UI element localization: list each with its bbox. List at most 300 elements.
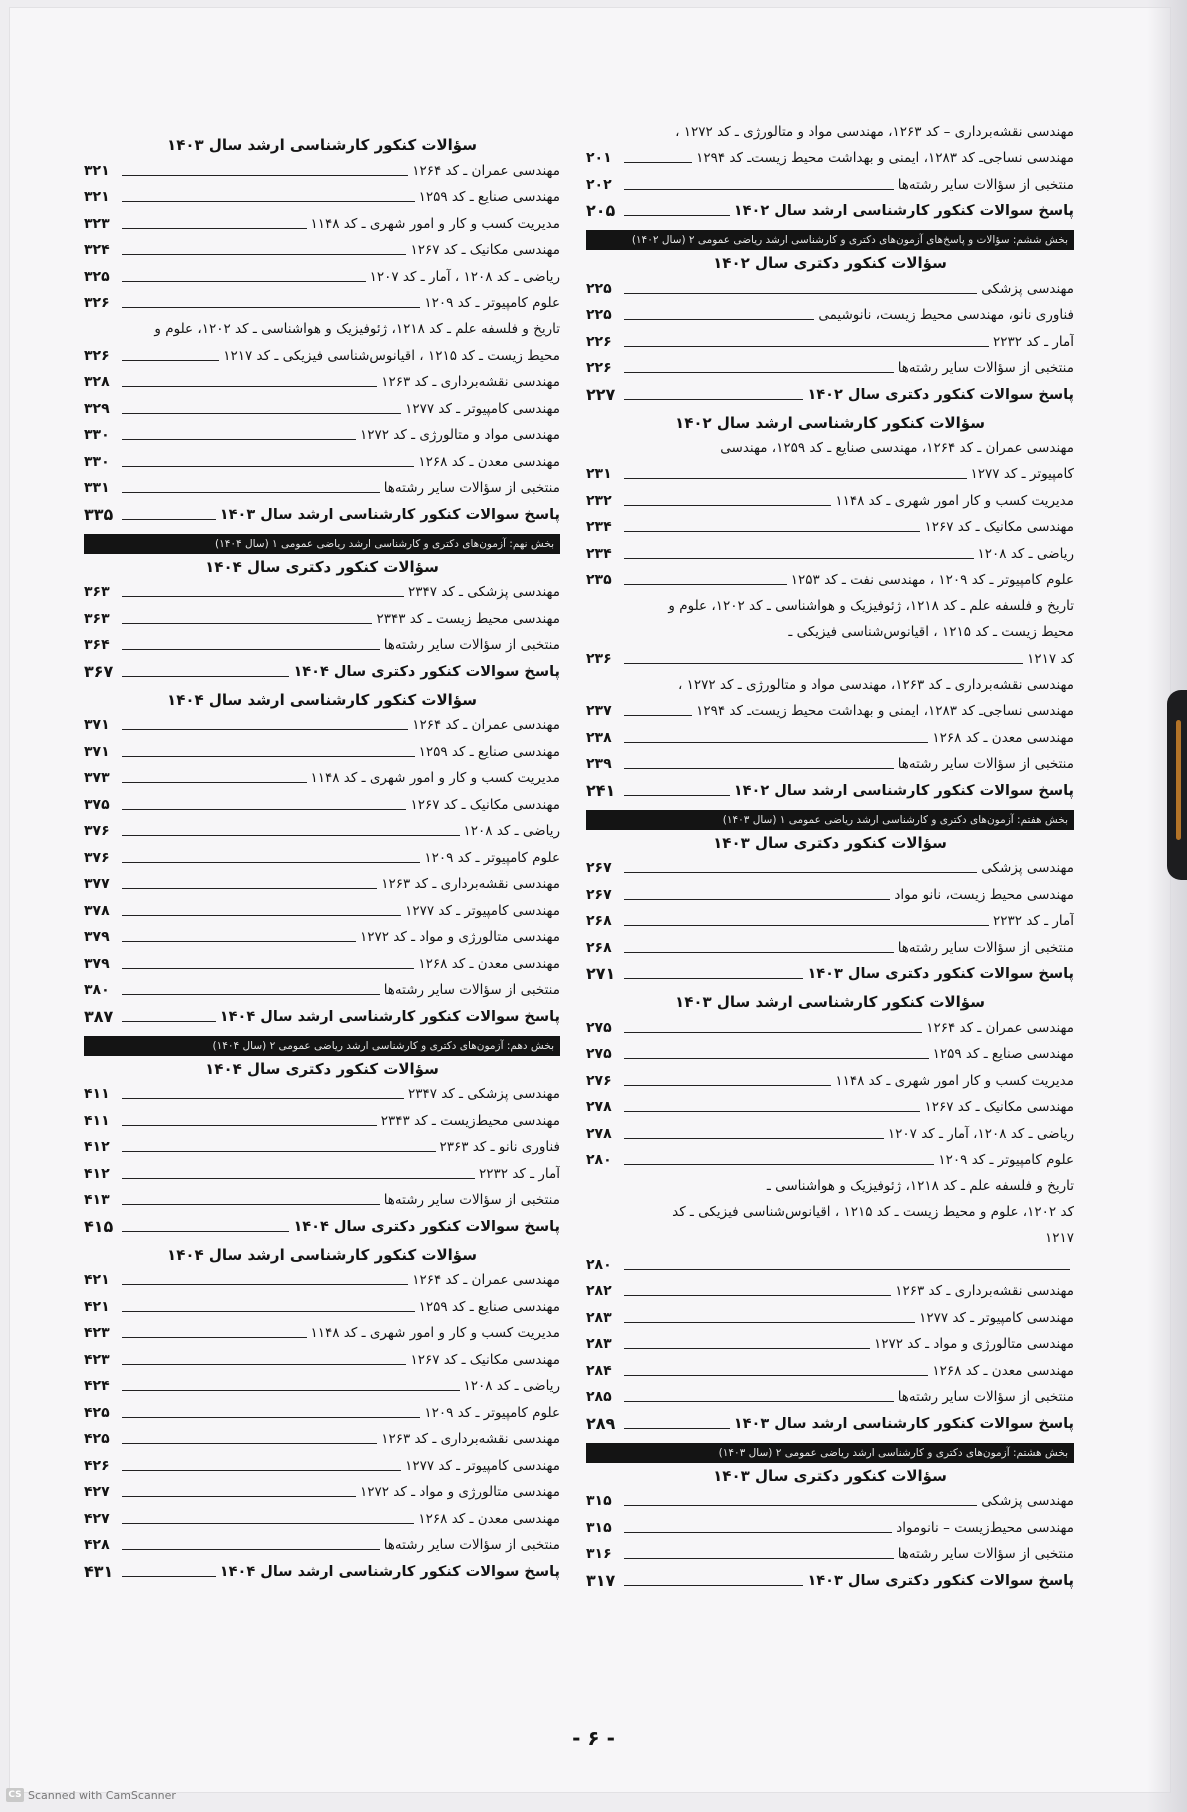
toc-page-number: ۲۷۵ [586,1046,612,1062]
leader-line [624,715,692,716]
toc-page-number: ۲۳۲ [586,492,612,509]
toc-answer-row [586,1410,1074,1437]
toc-entry-label: مدیریت کسب و کار و امور شهری ـ کد ۱۱۴۸ [310,770,560,786]
leader-line [122,307,420,308]
toc-answer-row [586,381,1074,408]
toc-row [84,1346,560,1373]
toc-page-number: ۴۱۲ [84,1139,110,1155]
toc-page-number: ۳۸۰ [84,982,110,998]
leader-line [122,519,216,520]
toc-entry-label: مهندسی معدن ـ کد ۱۲۶۸ [418,453,560,470]
toc-answer-row [84,1558,560,1585]
toc-row [84,342,560,369]
toc-row [586,1041,1074,1068]
toc-row [586,1014,1074,1041]
toc-row [586,487,1074,514]
toc-page-number: ۴۲۷ [84,1510,110,1527]
leader-line [122,1443,377,1444]
toc-page-number: ۳۳۱ [84,480,110,496]
page-binding-shadow [1147,0,1187,1812]
toc-entry-label: پاسخ سوالات کنکور کارشناسی ارشد سال ۱۴۰۲ [733,203,1074,219]
toc-answer-row [586,198,1074,225]
toc-page-number: ۲۶۷ [586,860,612,876]
leader-line [624,1428,730,1429]
leader-line [624,1111,920,1112]
toc-row [84,1479,560,1506]
toc-page-number: ۳۶۳ [84,584,110,600]
toc-entry-label: پاسخ سوالات کنکور کارشناسی ارشد سال ۱۴۰۴ [219,1008,560,1025]
toc-page-number: ۳۲۶ [84,347,110,364]
leader-line [122,835,460,836]
toc-row [586,540,1074,567]
scanner-watermark [6,1788,176,1802]
toc-page-number: ۳۳۵ [84,504,114,524]
leader-line [122,413,401,414]
toc-page-number: ۲۳۴ [586,545,612,562]
toc-entry-line: ۱۲۱۷ [1044,1230,1074,1246]
leader-line [624,1322,915,1323]
toc-page-number: ۴۱۲ [84,1165,110,1182]
toc-entry-label: مهندسی معدن ـ کد ۱۲۶۸ [932,729,1074,746]
leader-line [122,1231,289,1232]
toc-rows [586,461,1074,594]
toc-page-number: ۳۷۳ [84,770,110,786]
toc-intro-rows [586,118,1074,224]
toc-entry-label: مهندسی معدن ـ کد ۱۲۶۸ [418,1510,560,1527]
leader-line [624,795,730,796]
toc-entry-line: کد ۱۲۰۲، علوم و محیط زیست ـ کد ۱۲۱۵ ، اقیانوس‌شناسی فیزیکی ـ کد [672,1204,1074,1220]
toc-entry-label: مهندسی نقشه‌برداری – کد ۱۲۶۳، مهندسی مواد و متالورژی ـ کد ۱۲۷۲ ، [675,123,1074,140]
toc-page-number: ۲۸۵ [586,1389,612,1405]
toc-entry-line: محیط زیست ـ کد ۱۲۱۵ ، اقیانوس‌شناسی فیزیکی ـ [788,624,1074,640]
toc-entry-label: مهندسی عمران ـ کد ۱۲۶۴ [412,717,560,733]
section-title: سؤالات کنکور کارشناسی ارشد سال ۱۴۰۴ [167,1245,477,1264]
section-banner: بخش هفتم: آزمون‌های دکتری و کارشناسی ارشد ریاضی عمومی ۱ (سال ۱۴۰۳) [586,810,1074,830]
leader-line [624,505,831,506]
toc-page-number: ۴۱۳ [84,1192,110,1208]
toc-entry-line: تاریخ و فلسفه علم ـ کد ۱۲۱۸، ژئوفیزیک و هواشناسی ـ [766,1178,1074,1194]
toc-entry-label: پاسخ سوالات کنکور دکتری سال ۱۴۰۳ [807,966,1074,982]
toc-page-number: ۳۷۸ [84,902,110,919]
toc-row [586,1067,1074,1094]
toc-row [586,145,1074,172]
toc-page-number: ۲۳۷ [586,703,612,719]
toc-column-right [586,118,1074,1598]
leader-line [122,1364,406,1365]
toc-page-number: ۲۷۸ [586,1099,612,1115]
toc-entry-label: محیط زیست ـ کد ۱۲۱۵ ، اقیانوس‌شناسی فیزیکی ـ کد ۱۲۱۷ [223,347,560,364]
toc-section [84,1244,560,1585]
leader-line [624,1401,894,1402]
toc-entry-label: منتخبی از سؤالات سایر رشته‌ها [897,176,1074,193]
toc-entry-label: پاسخ سوالات کنکور کارشناسی ارشد سال ۱۴۰۴ [219,1563,560,1580]
leader-line [122,1178,475,1179]
leader-line [624,372,894,373]
leader-line [624,293,977,294]
toc-entry-label: منتخبی از سؤالات سایر رشته‌ها [383,1192,560,1208]
page-number: - ۶ - [572,1726,615,1750]
toc-section [84,689,560,1030]
toc-row [84,712,560,739]
toc-row [84,1426,560,1453]
leader-line [122,360,219,361]
toc-page-number: ۲۶۸ [586,913,612,929]
toc-row [84,290,560,317]
toc-page-number: ۴۲۸ [84,1537,110,1553]
toc-entry-label: منتخبی از سؤالات سایر رشته‌ها [897,360,1074,376]
toc-rows [84,712,560,1030]
toc-page-number: ۲۸۹ [586,1413,616,1433]
toc-row [586,908,1074,935]
toc-page-number: ۴۱۵ [84,1216,114,1236]
toc-entry-label: ریاضی ـ کد ۱۲۰۸ [463,1378,560,1394]
toc-page-number: ۳۶۳ [84,610,110,627]
leader-line [624,531,920,532]
leader-line [624,663,1023,664]
toc-rows [586,698,1074,804]
toc-entry-label: مهندسی متالورژی و مواد ـ کد ۱۲۷۲ [359,929,560,945]
toc-entry-label: مهندسی نقشه‌برداری ـ کد ۱۲۶۳ [895,1283,1074,1299]
leader-line [122,1021,216,1022]
toc-entry-label: منتخبی از سؤالات سایر رشته‌ها [383,637,560,653]
toc-page-number: ۲۷۸ [586,1125,612,1142]
toc-page-number: ۳۱۷ [586,1570,616,1590]
toc-row [586,118,1074,145]
toc-entry-label: منتخبی از سؤالات سایر رشته‌ها [383,1537,560,1553]
toc-row [84,210,560,237]
toc-page-number: ۳۷۱ [84,743,110,760]
toc-entry-label: منتخبی از سؤالات سایر رشته‌ها [383,982,560,998]
toc-rows [84,1267,560,1585]
toc-row [84,605,560,632]
toc-row [586,724,1074,751]
leader-line [624,1585,803,1586]
leader-line [624,872,977,873]
toc-section [586,412,1074,804]
toc-row [84,1452,560,1479]
toc-entry-label: مهندسی پزشکی [981,1493,1074,1509]
toc-entry-label: مهندسی کامپیوتر ـ کد ۱۲۷۷ [405,400,560,417]
toc-row [586,1278,1074,1305]
toc-entry-label: مهندسی معدن ـ کد ۱۲۶۸ [932,1362,1074,1379]
leader-line [624,1032,922,1033]
toc-page-number: ۲۷۶ [586,1072,612,1089]
toc-page-number: ۳۷۶ [84,823,110,839]
leader-line [122,809,406,810]
toc-entry-label: علوم کامپیوتر ـ کد ۱۲۰۹ [424,295,560,311]
toc-entry-label: مهندسی پزشکی [981,280,1074,297]
toc-entry-label: مهندسی مکانیک ـ کد ۱۲۶۷ [924,519,1074,535]
toc-page-number: ۲۸۰ [586,1256,612,1273]
toc-entry-label: ریاضی ـ کد ۱۲۰۸ [977,545,1074,562]
section-title: سؤالات کنکور دکتری سال ۱۴۰۴ [205,557,439,576]
leader-line [624,319,814,320]
toc-entry-label: کامپیوتر ـ کد ۱۲۷۷ [970,466,1074,482]
toc-row [586,1304,1074,1331]
toc-entry-label: مهندسی نقشه‌برداری ـ کد ۱۲۶۳ [381,374,560,390]
leader-line [624,925,989,926]
leader-line [122,1496,356,1497]
toc-row [84,1160,560,1187]
toc-entry-label: منتخبی از سؤالات سایر رشته‌ها [383,480,560,496]
leader-line [624,1269,1070,1270]
leader-line [624,1558,894,1559]
toc-page-number: ۳۲۴ [84,242,110,258]
toc-entry-line: تاریخ و فلسفه علم ـ کد ۱۲۱۸، ژئوفیزیک و هواشناسی ـ کد ۱۲۰۲، علوم و [154,321,560,337]
toc-entry-label: پاسخ سوالات کنکور کارشناسی ارشد سال ۱۴۰۳ [733,1415,1074,1432]
toc-page-number: ۲۷۵ [586,1019,612,1036]
toc-row [84,1081,560,1108]
toc-entry-label: مهندسی کامپیوتر ـ کد ۱۲۷۷ [405,1457,560,1474]
toc-entry-line: مهندسی نقشه‌برداری ـ کد ۱۲۶۳، مهندسی مواد و متالورژی ـ کد ۱۲۷۲ ، [677,676,1074,693]
toc-row [84,897,560,924]
leader-line [122,596,404,597]
toc-row [84,924,560,951]
leader-line [122,649,380,650]
leader-line [122,729,408,730]
toc-row [84,977,560,1004]
toc-row [586,275,1074,302]
toc-section [84,1058,560,1240]
toc-row [84,1187,560,1214]
leader-line [624,399,803,400]
toc-entry-label: مهندسی مکانیک ـ کد ۱۲۶۷ [410,1351,560,1368]
leader-line [122,968,414,969]
leader-line [624,978,803,979]
leader-line [624,1085,831,1086]
toc-page-number: ۲۲۵ [586,280,612,297]
section-title: سؤالات کنکور کارشناسی ارشد سال ۱۴۰۴ [167,690,477,709]
leader-line [122,228,307,229]
toc-row [586,698,1074,725]
toc-page-number: ۳۶۷ [84,661,114,681]
toc-row [586,1384,1074,1411]
toc-page-number: ۳۲۱ [84,162,110,179]
toc-row [84,1293,560,1320]
toc-page-number: ۳۷۶ [84,849,110,866]
toc-row [84,395,560,422]
toc-entry-label: مهندسی کامپیوتر ـ کد ۱۲۷۷ [405,902,560,919]
toc-answer-row [84,1003,560,1030]
toc-page-number: ۲۲۵ [586,307,612,323]
toc-page-number: ۴۲۳ [84,1325,110,1341]
toc-section [84,134,560,528]
toc-section [84,556,560,685]
leader-line [624,742,928,743]
toc-row [586,1147,1074,1174]
toc-entry-label: علوم کامپیوتر ـ کد ۱۲۰۹ [424,1404,560,1421]
toc-page-number: ۳۷۷ [84,876,110,892]
toc-row [84,844,560,871]
toc-entry-label: مدیریت کسب و کار و امور شهری ـ کد ۱۱۴۸ [310,215,560,232]
toc-row [84,1532,560,1559]
toc-entry-label: ریاضی ـ کد ۱۲۰۸ ، آمار ـ کد ۱۲۰۷ [369,268,560,285]
toc-row [586,514,1074,541]
toc-answer-row [586,777,1074,804]
toc-row [586,934,1074,961]
section-title: سؤالات کنکور دکتری سال ۱۴۰۳ [713,1466,947,1485]
toc-rows [84,1081,560,1240]
toc-row [586,1357,1074,1384]
toc-row [586,1120,1074,1147]
toc-row [84,871,560,898]
toc-entry-label: علوم کامپیوتر ـ کد ۱۲۰۹ [424,849,560,866]
toc-page-number: ۳۷۹ [84,955,110,972]
toc-page-number: ۲۸۰ [586,1152,612,1168]
camscanner-logo-icon: CS [6,1788,24,1802]
toc-row [84,157,560,184]
section-title: سؤالات کنکور دکتری سال ۱۴۰۴ [205,1059,439,1078]
toc-rows [586,275,1074,408]
toc-entry-label: پاسخ سوالات کنکور دکتری سال ۱۴۰۳ [807,1572,1074,1589]
section-title: سؤالات کنکور کارشناسی ارشد سال ۱۴۰۳ [167,136,477,154]
toc-page-number: ۳۷۱ [84,717,110,733]
toc-entry-label: مهندسی صنایع ـ کد ۱۲۵۹ [932,1046,1074,1062]
toc-entry-label: مهندسی مکانیک ـ کد ۱۲۶۷ [410,796,560,813]
toc-page-number: ۳۲۸ [84,374,110,390]
toc-page-number: ۲۳۵ [586,572,612,588]
toc-page-number: ۲۸۳ [586,1336,612,1352]
leader-line [624,189,894,190]
section-title: سؤالات کنکور دکتری سال ۱۴۰۲ [713,254,947,272]
toc-entry-line: مهندسی عمران ـ کد ۱۲۶۴، مهندسی صنایع ـ کد ۱۲۵۹، مهندسی [720,439,1074,456]
leader-line [624,558,974,559]
toc-row [84,369,560,396]
toc-page-number: ۳۲۳ [84,215,110,232]
toc-row [586,1514,1074,1541]
toc-row [586,461,1074,488]
toc-entry-label: علوم کامپیوتر ـ کد ۱۲۰۹ [938,1152,1074,1168]
toc-entry-label: ریاضی ـ کد ۱۲۰۸، آمار ـ کد ۱۲۰۷ [887,1125,1074,1142]
toc-page-number: ۳۳۰ [84,427,110,443]
leader-line [624,162,692,163]
toc-answer-row [84,1213,560,1240]
binder-clip-highlight [1176,720,1181,840]
toc-entry-label: مهندسی متالورژی و مواد ـ کد ۱۲۷۲ [873,1336,1074,1352]
leader-line [624,1138,884,1139]
toc-section [586,991,1074,1437]
leader-line [122,1337,307,1338]
toc-entry-label: مهندسی صنایع ـ کد ۱۲۵۹ [418,1298,560,1315]
leader-line [624,1164,934,1165]
toc-entry-label: مهندسی مواد و متالورژی ـ کد ۱۲۷۲ [359,427,560,443]
leader-line [122,1125,377,1126]
leader-line [624,899,890,900]
toc-page-number: ۳۳۰ [84,453,110,470]
leader-line [122,623,372,624]
leader-line [122,1098,404,1099]
toc-entry-label: منتخبی از سؤالات سایر رشته‌ها [897,1546,1074,1562]
toc-entry-label: مهندسی محیط زیست، نانو مواد [894,886,1074,903]
toc-page-number: ۲۰۲ [586,176,612,193]
toc-answer-row [586,1567,1074,1594]
toc-page-number: ۲۸۲ [586,1283,612,1299]
toc-answer-row [586,961,1074,988]
toc-entry-label: علوم کامپیوتر ـ کد ۱۲۰۹ ، مهندسی نفت ـ کد ۱۲۵۳ [790,572,1074,588]
toc-page-number: ۲۳۹ [586,756,612,772]
toc-page-number: ۳۲۵ [84,268,110,285]
toc-page-number: ۲۰۵ [586,201,616,220]
toc-page-number: ۳۱۵ [586,1519,612,1536]
toc-page-number: ۴۲۵ [84,1404,110,1421]
scanner-watermark-text: Scanned with CamScanner [28,1788,176,1802]
leader-line [122,281,366,282]
toc-entry-label: فناوری نانو ـ کد ۲۳۶۳ [439,1139,560,1155]
toc-entry-label: مهندسی صنایع ـ کد ۱۲۵۹ [418,189,560,205]
toc-row [586,645,1074,672]
toc-row [586,171,1074,198]
leader-line [122,1151,436,1152]
leader-line [122,915,401,916]
toc-page-number: ۲۳۶ [586,650,612,667]
toc-page-number: ۲۳۴ [586,519,612,535]
toc-row [84,422,560,449]
toc-row [84,237,560,264]
toc-page-number: ۲۸۴ [586,1362,612,1379]
leader-line [624,478,967,479]
leader-line [624,952,894,953]
leader-line [122,1417,420,1418]
toc-entry-label: مدیریت کسب و کار امور شهری ـ کد ۱۱۴۸ [835,1072,1074,1089]
toc-page-number: ۲۲۷ [586,384,616,404]
toc-entry-label: مهندسی پزشکی [981,860,1074,876]
toc-entry-label: آمار ـ کد ۲۲۳۲ [993,913,1074,929]
toc-entry-label: مهندسی پزشکی ـ کد ۲۳۴۷ [407,584,560,600]
toc-page-number: ۲۸۳ [586,1309,612,1326]
toc-entry-label: مهندسی نقشه‌برداری ـ کد ۱۲۶۳ [381,876,560,892]
leader-line [624,1348,870,1349]
leader-line [122,492,380,493]
leader-line [122,1576,216,1577]
toc-row [84,791,560,818]
leader-line [122,1204,380,1205]
toc-page-number: ۲۶۸ [586,939,612,956]
leader-line [122,466,414,467]
toc-page-number: ۴۲۱ [84,1272,110,1288]
toc-page-number: ۳۷۹ [84,929,110,945]
toc-row [586,328,1074,355]
leader-line [122,201,415,202]
toc-row [84,1134,560,1161]
toc-row [84,1267,560,1294]
toc-page-number: ۴۲۶ [84,1457,110,1474]
toc-answer-row [84,501,560,528]
toc-page-number: ۳۷۵ [84,796,110,813]
toc-entry-label: مهندسی محیط‌زیست ـ کد ۲۳۴۳ [380,1112,560,1129]
toc-row [84,1107,560,1134]
leader-line [624,215,730,216]
toc-entry-label: مهندسی محیط‌زیست – نانومواد [896,1519,1074,1536]
toc-entry-label: مدیریت کسب و کار امور شهری ـ کد ۱۱۴۸ [835,492,1074,509]
toc-page-number: ۲۳۱ [586,466,612,482]
leader-line [624,1505,977,1506]
toc-entry-label: منتخبی از سؤالات سایر رشته‌ها [897,939,1074,956]
leader-line [624,584,787,585]
toc-entry-label: مدیریت کسب و کار و امور شهری ـ کد ۱۱۴۸ [310,1325,560,1341]
toc-entry-label: مهندسی نقشه‌برداری ـ کد ۱۲۶۳ [381,1431,560,1447]
toc-row [586,751,1074,778]
toc-section [586,252,1074,408]
toc-rows [586,1488,1074,1594]
toc-entry-label: پاسخ سوالات کنکور کارشناسی ارشد سال ۱۴۰۲ [733,782,1074,799]
toc-row [586,355,1074,382]
section-banner: بخش نهم: آزمون‌های دکتری و کارشناسی ارشد ریاضی عمومی ۱ (سال ۱۴۰۴) [84,534,560,554]
toc-section [586,832,1074,988]
toc-page-number: ۴۱۱ [84,1112,110,1129]
leader-line [122,862,420,863]
toc-entry-label: پاسخ سوالات کنکور دکتری سال ۱۴۰۴ [293,1218,560,1235]
toc-entry-label: پاسخ سوالات کنکور کارشناسی ارشد سال ۱۴۰۳ [219,506,560,523]
